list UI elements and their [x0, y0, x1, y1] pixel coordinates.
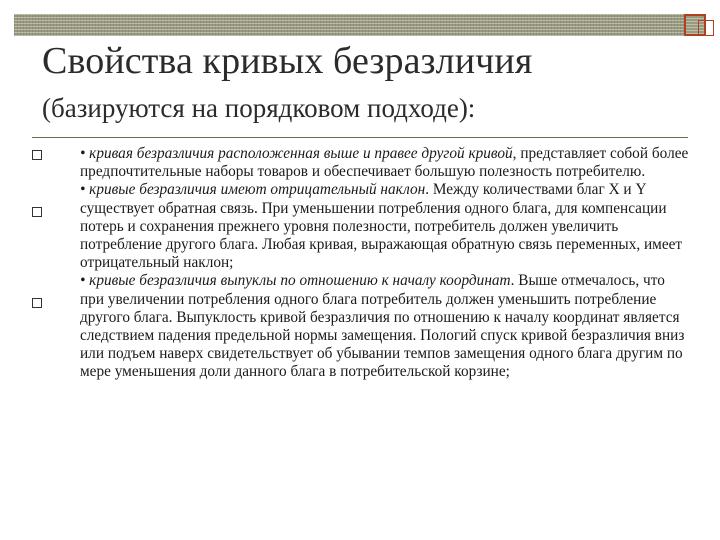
item-text: . Между количествами благ X и Y существует обратная связь. При уменьшении потребления одного блага, для компенсации потерь и сохранения прежнего уровня полезности, потребитель должен увеличить потребление другого блага. Любая кривая, выражающая обратную связь переменных, имеет отрицательный наклон;: [80, 181, 683, 272]
slide-subtitle: (базируются на порядковом подходе):: [42, 93, 476, 123]
item-text: . Выше отмечалось, что при увеличении потребления одного блага потребитель должен уменьшить потребление другого блага. Выпуклость кривой безразличия по отношению к началу координат является следствием падения предельной нормы замещения. Пологий спуск кривой безразличия вниз или подъем наверх свидетельствует об убывании темпов замещения одного блага другим по мере уменьшения доли данного блага в потребительской корзине;: [80, 272, 685, 381]
bullet-column: [32, 150, 46, 450]
bullet-square-icon: [32, 150, 42, 160]
corner-square-outline-icon: [698, 20, 714, 36]
slide-title: Свойства кривых безразличия: [42, 40, 533, 82]
list-item: [80, 145, 690, 181]
title-divider: [32, 137, 688, 138]
item-lead: • кривые безразличия имеют отрицательный наклон: [80, 181, 426, 199]
bullet-square-icon: [32, 207, 42, 217]
list-item: [80, 272, 690, 381]
decorative-header-band: [14, 14, 690, 36]
list-item: [80, 181, 690, 272]
bullet-square-icon: [32, 298, 42, 308]
slide-body: [80, 145, 690, 382]
item-lead: • кривая безразличия расположенная выше и правее другой кривой: [80, 145, 513, 162]
item-text: , представляет собой более предпочтительные наборы товаров и обеспечивает большую полезность потребителю.: [80, 145, 689, 181]
item-lead: • кривые безразличия выпуклы по отношению к началу координат: [80, 272, 511, 290]
